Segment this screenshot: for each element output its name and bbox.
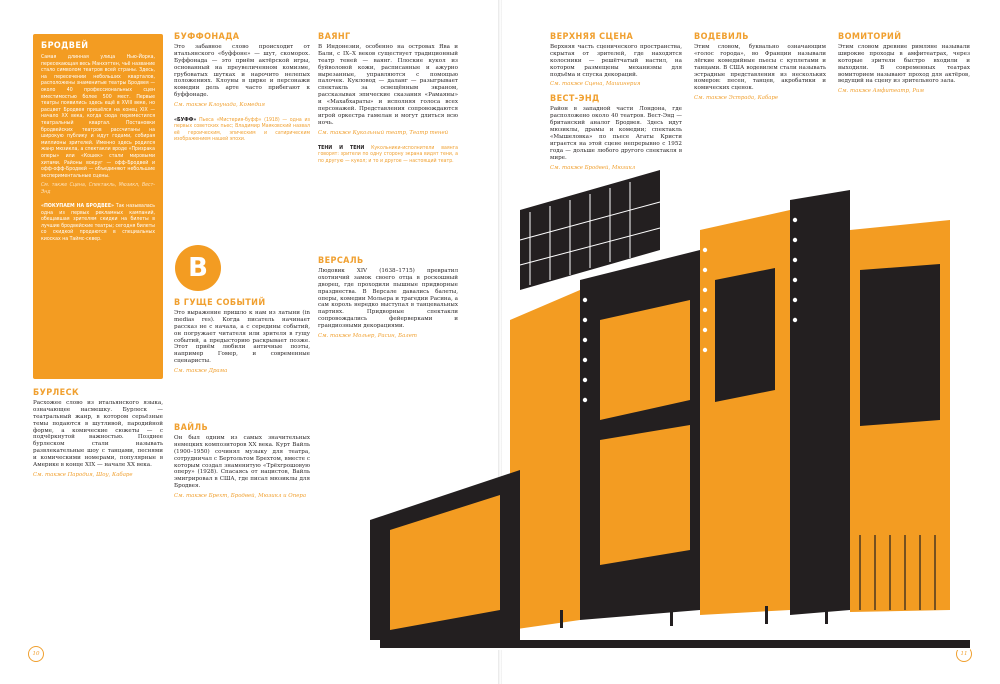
wayang-entry xyxy=(318,34,458,171)
vaudeville-entry xyxy=(694,34,826,110)
wayang-title: ВАЯНГ xyxy=(318,32,351,42)
buffoonery-text: Это забавное слово происходит от итальянского «буффоне» — шут, скоморох. Буффонада — это приём актёрской игры, основанный на преувеличенном комизме, грубоватых шутках и нарочито нелепых положениях. Клоуны в цирке и персонажи комедии дель арте часто прибегают к буффонаде. xyxy=(174,43,310,99)
wayang-see: См. также Кукольный театр, Театр теней xyxy=(318,129,449,136)
broadway-title: БРОДВЕЙ xyxy=(41,41,89,51)
upper-stage-title: ВЕРХНЯЯ СЦЕНА xyxy=(550,32,634,42)
broadway-see: См. также Сцена, Спектакль, Мюзикл, Вест-Энд xyxy=(41,182,155,195)
vomitorium-text: Этим словом древние римляне называли широкие проходы в амфитеатрах, через которые зрители быстро входили и выходили. В современных театрах вомиторием называют проход для актёров, ведущий на сцену из зрительного зала. xyxy=(838,43,970,85)
buffoonery-title: БУФФОНАДА xyxy=(174,32,240,42)
in-thick-entry xyxy=(174,300,310,383)
page-number-right: 11 xyxy=(956,646,972,662)
west-end-title: ВЕСТ-ЭНД xyxy=(550,94,600,105)
wayang-text: В Индонезии, особенно на островах Ява и Бали, с IX–X веков существует традиционный театр теней — ваянг. Плоские кукол из буйволовой кожи, расписанные и ажурно вырезанные, управляются с помощью палочек. Кукловод — даланг — разыгрывает спектакль за освещённым экраном, рассказывая эпические сказания «Рамаяны» и «Махабхараты» и исполняя голоса всех персонажей. Представления сопровождаются игрой оркестра гамелан и могут длиться всю ночь. xyxy=(318,43,458,126)
page-number-left: 10 xyxy=(28,646,44,662)
broadway-text: Самая длинная улица Нью-Йорка, пересекающая весь Манхэттен, чьё название стало символом театров всей страны. Здесь, на пересечении небольших кварталов, расположены знаменитые театры Бродвея — около 40 профессиональных сцен вместимостью более 500 мест. Первые театры появились здесь ещё в XVIII веке, но расцвет Бродвея пришёлся на конец XIX — начало XX века, когда сюда переместился театральный квартал. Постановки бродвейских театров рассчитаны на широкую публику и идут годами, собирая миллионы зрителей. Именно здесь родился жанр мюзикла, а спектакли вроде «Призрака оперы» или «Кошек» стали мировыми хитами. Районы вокруг — офф-Бродвей и офф-офф-Бродвей — объединяют небольшие экспериментальные сцены. xyxy=(41,54,155,179)
burlesque-title: БУРЛЕСК xyxy=(33,388,79,398)
versailles-text: Людовик XIV (1638–1715) превратил охотничий замок своего отца в роскошный дворец, где проходили пышные придворные празднества. В Версале давались балеты, оперы, комедии Мольера и трагедии Расина, а сам король нередко выступал в танцевальных партиях. Придворные спектакли сопровождались фейерверками и грандиозными декорациями. xyxy=(318,267,458,330)
burlesque-entry xyxy=(33,390,163,487)
vomitorium-title: ВОМИТОРИЙ xyxy=(838,32,902,42)
broadway-callout-text: Так называлась одна из первых рекламных кампаний, обещавшая зрителям скидки на билеты в лучшие бродвейские театры; сегодня билеты со скидкой продаются в специальных киосках на Таймс-сквер. xyxy=(41,203,155,242)
broadway-box xyxy=(33,34,163,379)
weill-see: См. также Брехт, Бродвей, Мюзикл и Опера xyxy=(174,493,307,500)
burlesque-text: Расхожее слово из итальянского языка, означающее насмешку. Бурлеск — театральный жанр, в котором серьёзные темы подаются в шутливой, пародийной форме, а комические сюжеты — с подчёркнутой важностью. Позднее бурлеском стали называть развлекательные шоу с танцами, песнями и комическими номерами, популярные в Америке в конце XIX — начале XX века. xyxy=(33,399,163,469)
upper-stage-text: Верхняя часть сценического пространства, скрытая от зрителей, где находятся колосники — решётчатый настил, на котором размещены механизмы для подъёма и спуска декораций. xyxy=(550,43,682,78)
wayang-callout-title: ТЕНИ И ТЕНИ xyxy=(318,144,365,151)
west-end-text: Район в западной части Лондона, где расположено около 40 театров. Вест-Энд — британский аналог Бродвея. Здесь идут мюзиклы, драмы и комедии; спектакль «Мышеловка» по пьесе Агаты Кристи играется на этой сцене непрерывно с 1952 года — дольше любого другого спектакля в мире. xyxy=(550,106,682,161)
weill-entry xyxy=(174,425,310,508)
wayang-callout-text: Кукольники-исполнители ваянга говорят: зрители по одну сторону экрана видят тени, а по другую — кукол; и то и другое — настоящий театр. xyxy=(318,144,458,164)
buffoonery-callout-title: «БУФФ» xyxy=(174,117,197,124)
versailles-title: ВЕРСАЛЬ xyxy=(318,256,364,266)
vomitorium-see: См. также Амфитеатр, Рим xyxy=(838,88,924,95)
in-thick-text: Это выражение пришло к нам из латыни (in medias res). Когда писатель начинает рассказ не с начала, а с середины событий, он погружает читателя или зрителя в гущу событий, а предысторию раскрывает позже. Этот приём любили античные поэты, например Гомер, и современные сценаристы. xyxy=(174,309,310,365)
section-letter-badge: В xyxy=(175,245,221,291)
weill-text: Он был одним из самых значительных немецких композиторов XX века. Курт Вайль (1900–1950) сочинял музыку для театра, сотрудничал с Бертольтом Брехтом, вместе с которым создал знаменитую «Трёхгрошовую оперу» (1928). Спасаясь от нацистов, Вайль эмигрировал в США, где писал мюзиклы для Бродвея. xyxy=(174,434,310,490)
buffoonery-see: См. также Клоунада, Комедия xyxy=(174,102,265,109)
upper-stage-entry xyxy=(550,34,682,179)
vaudeville-see: См. также Эстрада, Кабаре xyxy=(694,95,779,102)
wayang-callout xyxy=(318,145,458,164)
buffoonery-callout-text: Пьеса «Мистерия-буфф» (1918) — одна из первых советских пьес; Владимир Маяковский назвал её героическим, эпическим и сатирическим изображением нашей эпохи. xyxy=(174,117,310,143)
burlesque-see: См. также Пародия, Шоу, Кабаре xyxy=(33,471,133,478)
buffoonery-entry xyxy=(174,34,310,150)
vomitorium-entry xyxy=(838,34,970,103)
broadway-callout xyxy=(41,203,155,241)
weill-title: ВАЙЛЬ xyxy=(174,423,209,433)
in-thick-title: В ГУЩЕ СОБЫТИЙ xyxy=(174,298,266,308)
versailles-see: См. также Мольер, Расин, Балет xyxy=(318,333,418,340)
in-thick-see: См. также Драма xyxy=(174,368,228,375)
theater-district-illustration xyxy=(370,170,970,650)
vaudeville-title: ВОДЕВИЛЬ xyxy=(694,32,749,42)
upper-stage-see: См. также Сцена, Машинерия xyxy=(550,81,641,88)
buffoonery-callout xyxy=(174,117,310,143)
broadway-callout-title: «ПОКУПАЕМ НА БРОДВЕЕ» xyxy=(41,203,115,210)
west-end-see: См. также Бродвей, Мюзикл xyxy=(550,164,636,171)
vaudeville-text: Этим словом, буквально означающим «голос города», во Франции называли лёгкие комедийные пьесы с куплетами и танцами. В США водевилем стали называть эстрадные представления из нескольких номеров: песен, танцев, акробатики и комических сценок. xyxy=(694,43,826,92)
